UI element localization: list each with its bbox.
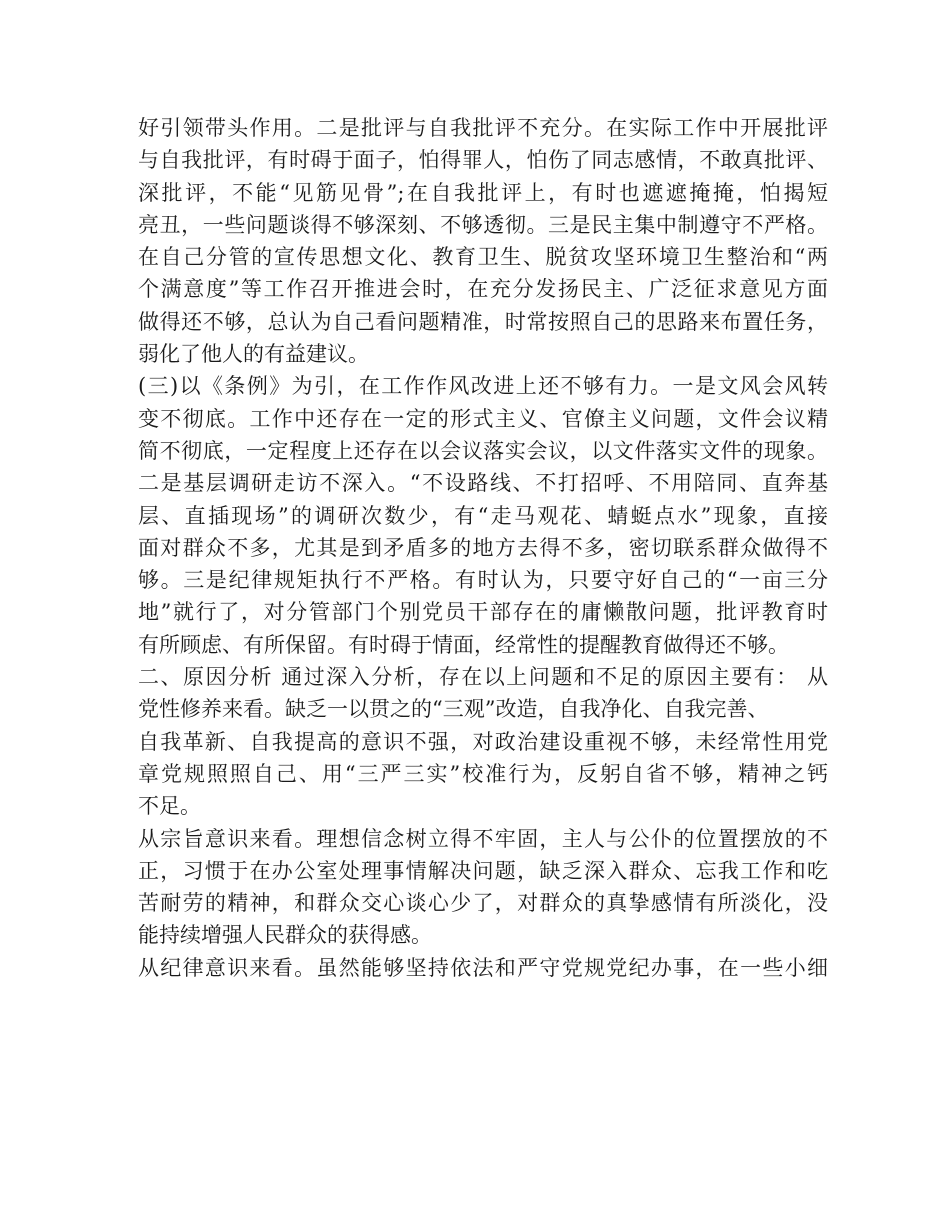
text-line: 有所顾虑、有所保留。有时碍于情面，经常性的提醒教育做得还不够。 (138, 632, 789, 657)
text-line: 二是基层调研走访不深入。“不设路线、不打招呼、不用陪同、直奔基 (138, 471, 828, 496)
text-line: 能持续增强人民群众的获得感。 (138, 923, 432, 948)
text-line: 党性修养来看。缺乏一以贯之的“三观”改造，自我净化、自我完善、 (138, 697, 769, 722)
text-line: 在自己分管的宣传思想文化、教育卫生、脱贫攻坚环境卫生整治和“两 (138, 245, 828, 270)
text-line: 简不彻底，一定程度上还存在以会议落实会议，以文件落实文件的现象。 (138, 438, 828, 463)
text-line: 正，习惯于在办公室处理事情解决问题，缺乏深入群众、忘我工作和吃 (138, 858, 828, 883)
text-line: 与自我批评，有时碍于面子，怕得罪人，怕伤了同志感情，不敢真批评、 (138, 148, 828, 173)
text-line: 深批评，不能“见筋见骨”;在自我批评上，有时也遮遮掩掩，怕揭短 (138, 180, 828, 205)
text-line: 从宗旨意识来看。理想信念树立得不牢固，主人与公仆的位置摆放的不 (138, 826, 828, 851)
text-line: 章党规照照自己、用“三严三实”校准行为，反躬自省不够，精神之钙 (138, 761, 828, 786)
text-line: 做得还不够，总认为自己看问题精准，时常按照自己的思路来布置任务， (138, 309, 828, 334)
text-line: 个满意度”等工作召开推进会时，在充分发扬民主、广泛征求意见方面 (138, 277, 828, 302)
text-line: (三)以《条例》为引，在工作作风改进上还不够有力。一是文风会风转 (138, 374, 828, 399)
text-line: 变不彻底。工作中还存在一定的形式主义、官僚主义问题，文件会议精 (138, 406, 828, 431)
document-body-text (138, 112, 828, 984)
text-line: 地”就行了，对分管部门个别党员干部存在的庸懒散问题，批评教育时 (138, 600, 828, 625)
text-line: 层、直插现场”的调研次数少，有“走马观花、蜻蜓点水”现象，直接 (138, 503, 828, 528)
text-line: 苦耐劳的精神，和群众交心谈心少了，对群众的真挚感情有所淡化，没 (138, 891, 828, 916)
text-line: 弱化了他人的有益建议。 (138, 342, 369, 367)
text-line: 够。三是纪律规矩执行不严格。有时认为，只要守好自己的“一亩三分 (138, 568, 828, 593)
text-line: 自我革新、自我提高的意识不强，对政治建设重视不够，未经常性用党 (138, 729, 828, 754)
text-line: 从纪律意识来看。虽然能够坚持依法和严守党规党纪办事，在一些小细 (138, 955, 828, 980)
text-line: 不足。 (138, 794, 201, 819)
text-line: 好引领带头作用。二是批评与自我批评不充分。在实际工作中开展批评 (138, 116, 828, 140)
text-line: 二、原因分析 通过深入分析，存在以上问题和不足的原因主要有： 从 (138, 665, 828, 690)
text-line: 面对群众不多，尤其是到矛盾多的地方去得不多，密切联系群众做得不 (138, 535, 828, 560)
text-line: 亮丑，一些问题谈得不够深刻、不够透彻。三是民主集中制遵守不严格。 (138, 212, 828, 237)
